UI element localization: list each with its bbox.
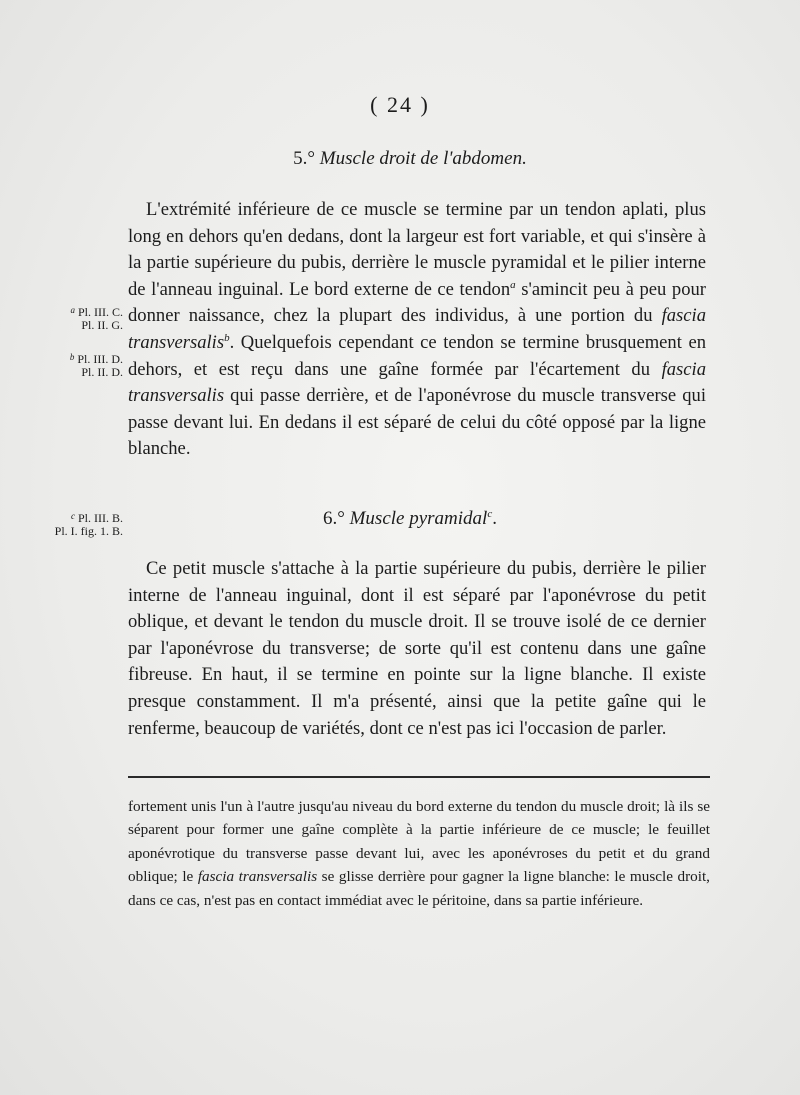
margin-note-b-line2: Pl. II. D. [81,365,123,379]
section-6-number: 6.° [323,508,345,529]
margin-mark-b: b [69,352,75,362]
section-5-text-d: qui passe derrière, et de l'aponévrose du muscle transverse qui passe devant lui. En dedans il est séparé de celui du côté opposé par la ligne blanche. [128,385,706,460]
section-6-heading [0,508,800,530]
margin-note-a-line2: Pl. II. G. [81,318,123,332]
section-6-title: Muscle pyramidal [349,508,488,529]
margin-note-c-line2: Pl. I. fig. 1. B. [54,524,123,538]
note-ref-c: c [487,508,493,520]
section-5-number: 5.° [293,148,316,169]
page-number: ( 24 ) [370,92,430,117]
margin-note-b [28,351,123,379]
section-5-title: Muscle droit de l'abdomen. [319,148,527,169]
section-5-text-a: L'extrémité inférieure de ce muscle se termine par un tendon aplati, plus long en dehors qu'en dedans, dont la largeur est fort variable, et qui s'insère à la partie supérieure du pubis, derrière le muscle pyramidal et le pilier interne de l'anneau inguinal. Le bord externe de ce tendon [128,199,706,300]
footnote-paragraph [128,795,710,912]
note-ref-a: a [510,278,516,291]
section-5-heading [0,148,800,170]
section-5-italic-2: fascia transversalis [128,358,706,407]
margin-note-c-line1: Pl. III. B. [78,511,123,525]
section-5-paragraph [128,197,706,463]
footnote-rule [128,776,710,778]
section-5-body [128,197,706,463]
margin-note-a-line1: Pl. III. C. [78,305,123,319]
margin-mark-a: a [70,305,75,315]
section-6-paragraph: Ce petit muscle s'attache à la partie supérieure du pubis, derrière le pilier interne de l'anneau inguinal, dont il est séparé par l'aponévrose du petit oblique, et devant le tendon du muscle droit. Il se trouve isolé de ce dernier par l'aponévrose du transverse; de sorte qu'il est contenu dans une gaîne fibreuse. En haut, il se termine en pointe sur la ligne blanche. Il existe presque constamment. Il m'a présenté, ainsi que la petite gaîne qui le renferme, beaucoup de variétés, dont ce n'est pas ici l'occasion de parler. [128,558,706,739]
footnote [128,795,710,912]
section-5-italic-1: fascia transversalis [128,305,706,353]
footnote-italic: fascia transversalis [197,868,318,886]
margin-note-a [28,304,123,332]
section-5-text-b: s'amincit peu à peu pour donner naissance, chez la plupart des individus, à une portion du [128,278,706,327]
margin-note-b-line1: Pl. III. D. [77,352,123,366]
margin-mark-c: c [71,511,75,521]
footnote-text-a: fortement unis l'un à l'autre jusqu'au niveau du bord externe du tendon du muscle droit; là ils se séparent pour former une gaîne complète à la partie inférieure de ce muscle; le feuillet aponévrotique du transverse passe devant lui, avec les aponévroses du petit et du grand oblique; le [128,798,710,886]
note-ref-b: b [224,331,230,344]
section-5-text-c: . Quelquefois cependant ce tendon se termine brusquement en dehors, et est reçu dans une gaîne formée par l'écartement du [128,331,706,380]
section-6-heading-end: . [492,508,497,529]
footnote-text-b: se glisse derrière pour gagner la ligne blanche: le muscle droit, dans ce cas, n'est pas en contact immédiat avec le péritoine, dans sa partie inférieure. [128,868,710,909]
section-6-body [128,556,706,742]
